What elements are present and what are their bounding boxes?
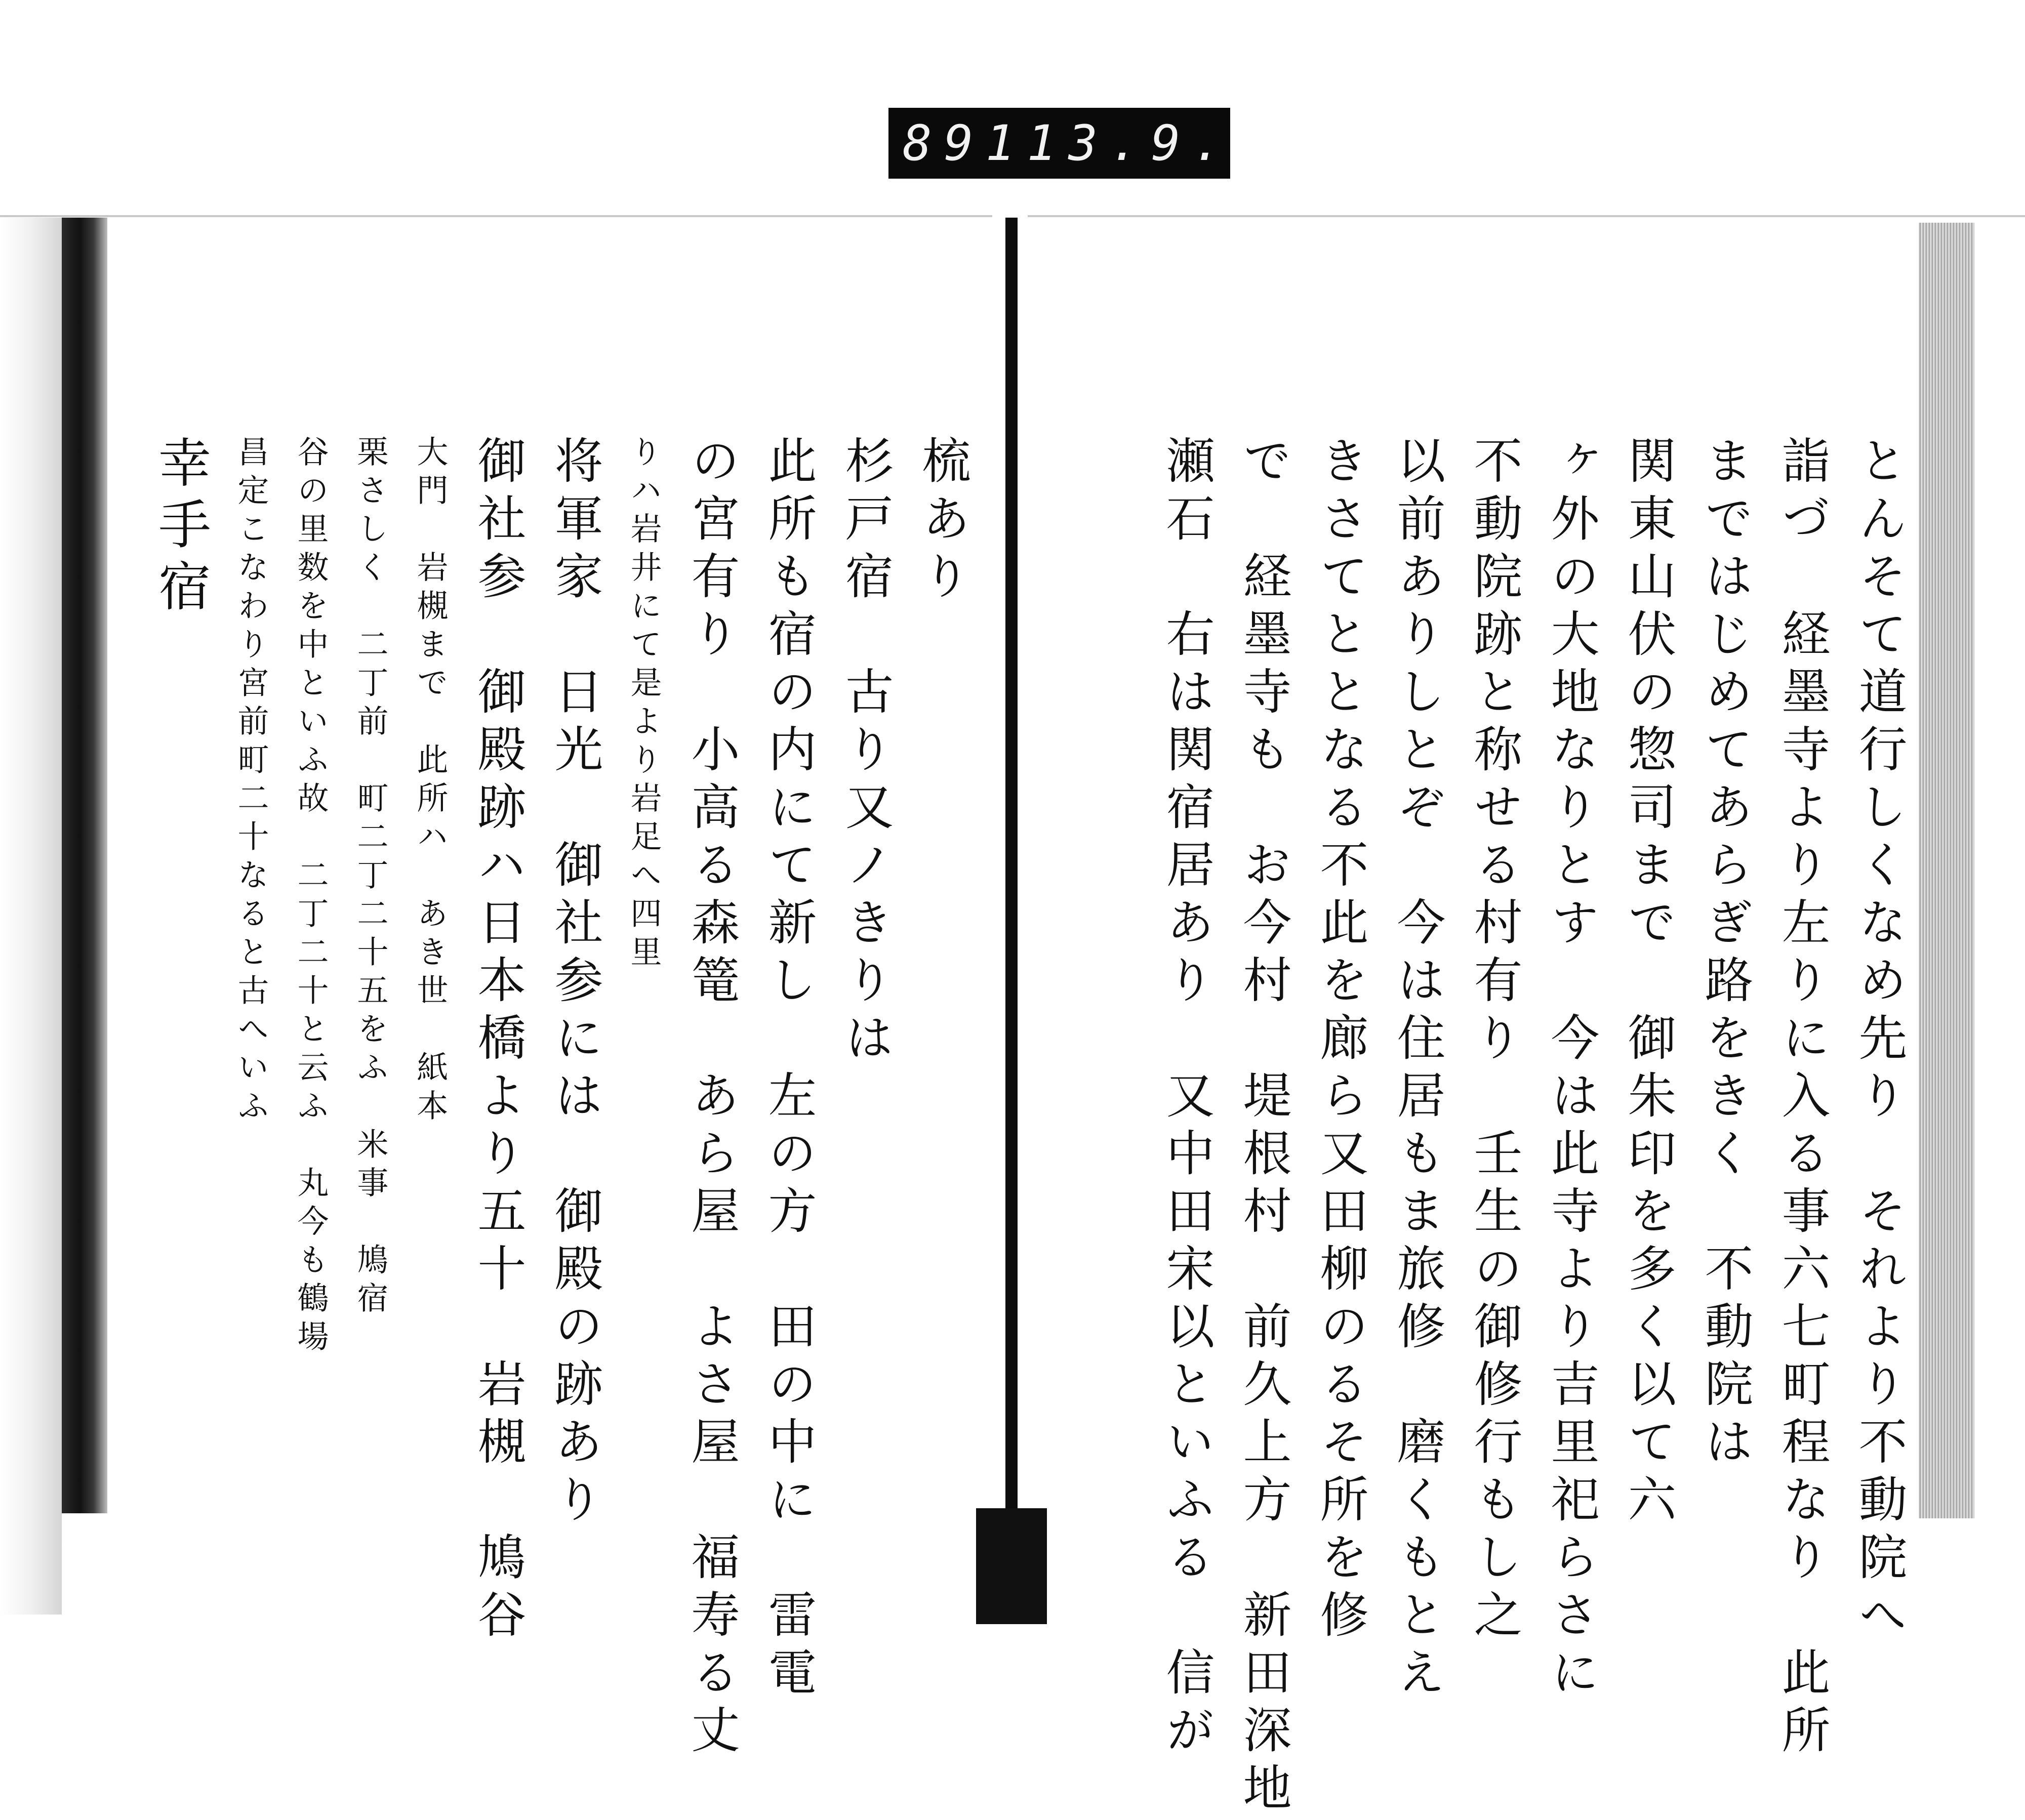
scan-label-right: 13.9. [1027,115,1234,172]
right-line-10: 瀬石 右は関宿居あり 又中田宋以といふる 信が [1158,435,1215,1762]
left-line-11: 昌定こなわり宮前町二十なると古へいふ [232,435,269,1128]
left-page-shadow [0,218,62,1615]
left-line-8: 大門 岩槻まで 此所ハ あき世 紙本 [412,435,449,1128]
left-line-9: 栗さしく 二丁前 町二丁二十五をふ 米事 鳩宿 [352,435,389,1320]
scan-label-left: 891 [903,115,1027,172]
right-book-edge [1919,223,1974,1518]
left-line-4: の宮有り 小高る森篭 あら屋 よさ屋 福寿る丈 [683,435,740,1762]
book-gutter [1005,218,1018,1513]
right-line-4: 関東山伏の惣司まで 御朱印を多く以て六 [1620,435,1677,1532]
right-line-1: とんそて道行しくなめ先り それより不動院へ [1851,435,1908,1647]
left-line-3: 此所も宿の内にて新し 左の方 田の中に 雷電 [760,435,817,1705]
left-line-6: 将軍家 日光 御社参には 御殿の跡あり [547,435,603,1532]
left-line-7: 御社参 御殿跡ハ日本橋より五十 岩槻 鳩谷 [470,435,526,1647]
left-line-10: 谷の里数を中といふ故 二丁二十と云ふ 丸今も鶴場 [292,435,329,1358]
left-book-edge [62,218,107,1513]
left-line-1: 梳あり [914,435,971,608]
left-page [137,435,971,1762]
right-line-8: きさてととなる不此を廊ら又田柳のるそ所を修 [1312,435,1369,1647]
right-page-top-edge [1028,215,2025,217]
left-page-top-edge [0,215,992,217]
gutter-clip [976,1508,1047,1624]
left-line-2: 杉戸宿 古り又ノきりは [837,435,894,1070]
right-line-3: まではじめてあらぎ路をきく 不動院は [1697,435,1754,1474]
right-page [1073,435,1908,1820]
right-line-2: 詣づ 経墨寺より左りに入る事六七町程なり 此所 [1774,435,1831,1762]
right-line-7: 以前ありしとぞ 今は住居もま旅修 磨くもとえ [1389,435,1446,1705]
left-line-12: 幸手宿 [149,435,211,621]
left-line-5: りハ岩井にて是より岩足へ四里 [625,435,662,974]
scan-label [888,108,1234,179]
right-line-5: ヶ外の大地なりとす 今は此寺より吉里祀らさに [1543,435,1600,1705]
right-line-9: で 経墨寺も お今村 堤根村 前久上方 新田深地 [1235,435,1292,1820]
right-line-6: 不動院跡と称せる村有り 壬生の御修行もし之 [1466,435,1523,1647]
